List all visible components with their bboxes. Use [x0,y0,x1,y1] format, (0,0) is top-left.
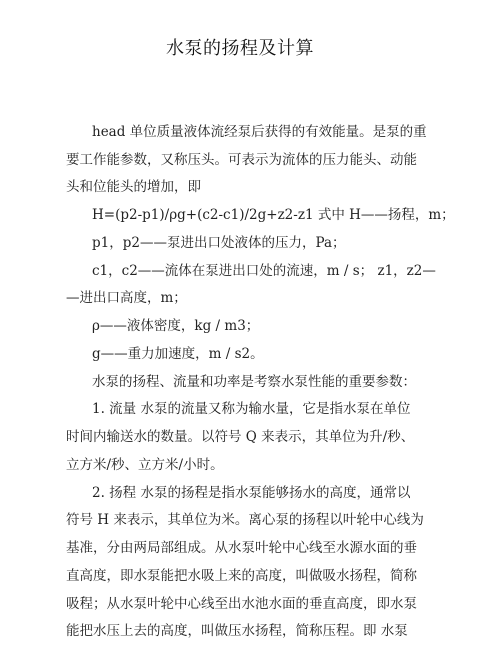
text-line: 基准，分由两局部组成。从水泵叶轮中心线至水源水面的垂 [66,540,417,556]
text-line: head 单位质量液体流经泵后获得的有效能量。是泵的重 [92,124,427,140]
text-line: 立方米/秒、立方米/小时。 [66,457,224,473]
text-line: c1，c2——流体在泵进出口处的流速，m / s； z1，z2— [92,263,436,279]
text-line: —进出口高度，m； [66,290,187,306]
text-line: 符号 H 来表示，其单位为米。离心泵的扬程以叶轮中心线为 [66,512,424,528]
text-line: 1. 流量 水泵的流量又称为输水量，它是指水泵在单位 [92,401,411,417]
text-line: p1，p2——泵进出口处液体的压力，Pa； [92,235,346,251]
text-line: 水泵的扬程、流量和功率是考察水泵性能的重要参数： [92,374,416,390]
text-line: 直高度，即水泵能把水吸上来的高度，叫做吸水扬程，简称 [66,568,417,584]
text-line: H=(p2-p1)/ρg+(c2-c1)/2g+z2-z1 式中 H——扬程，m； [92,207,455,223]
text-line: 时间内输送水的数量。以符号 Q 来表示，其单位为升/秒、 [66,429,415,445]
text-line: 能把水压上去的高度，叫做压水扬程，简称压程。即 水泵 [66,623,408,639]
text-line: 吸程；从水泵叶轮中心线至出水池水面的垂直高度，即水泵 [66,596,417,612]
text-line: ρ——液体密度，kg / m3； [92,318,260,334]
text-line: g——重力加速度，m / s2。 [92,346,264,362]
text-line: 要工作能参数，又称压头。可表示为流体的压力能头、动能 [66,152,417,168]
text-line: 2. 扬程 水泵的扬程是指水泵能够扬水的高度，通常以 [92,485,411,501]
text-line: 头和位能头的增加，即 [66,179,201,195]
page-title: 水泵的扬程及计算 [166,38,314,59]
